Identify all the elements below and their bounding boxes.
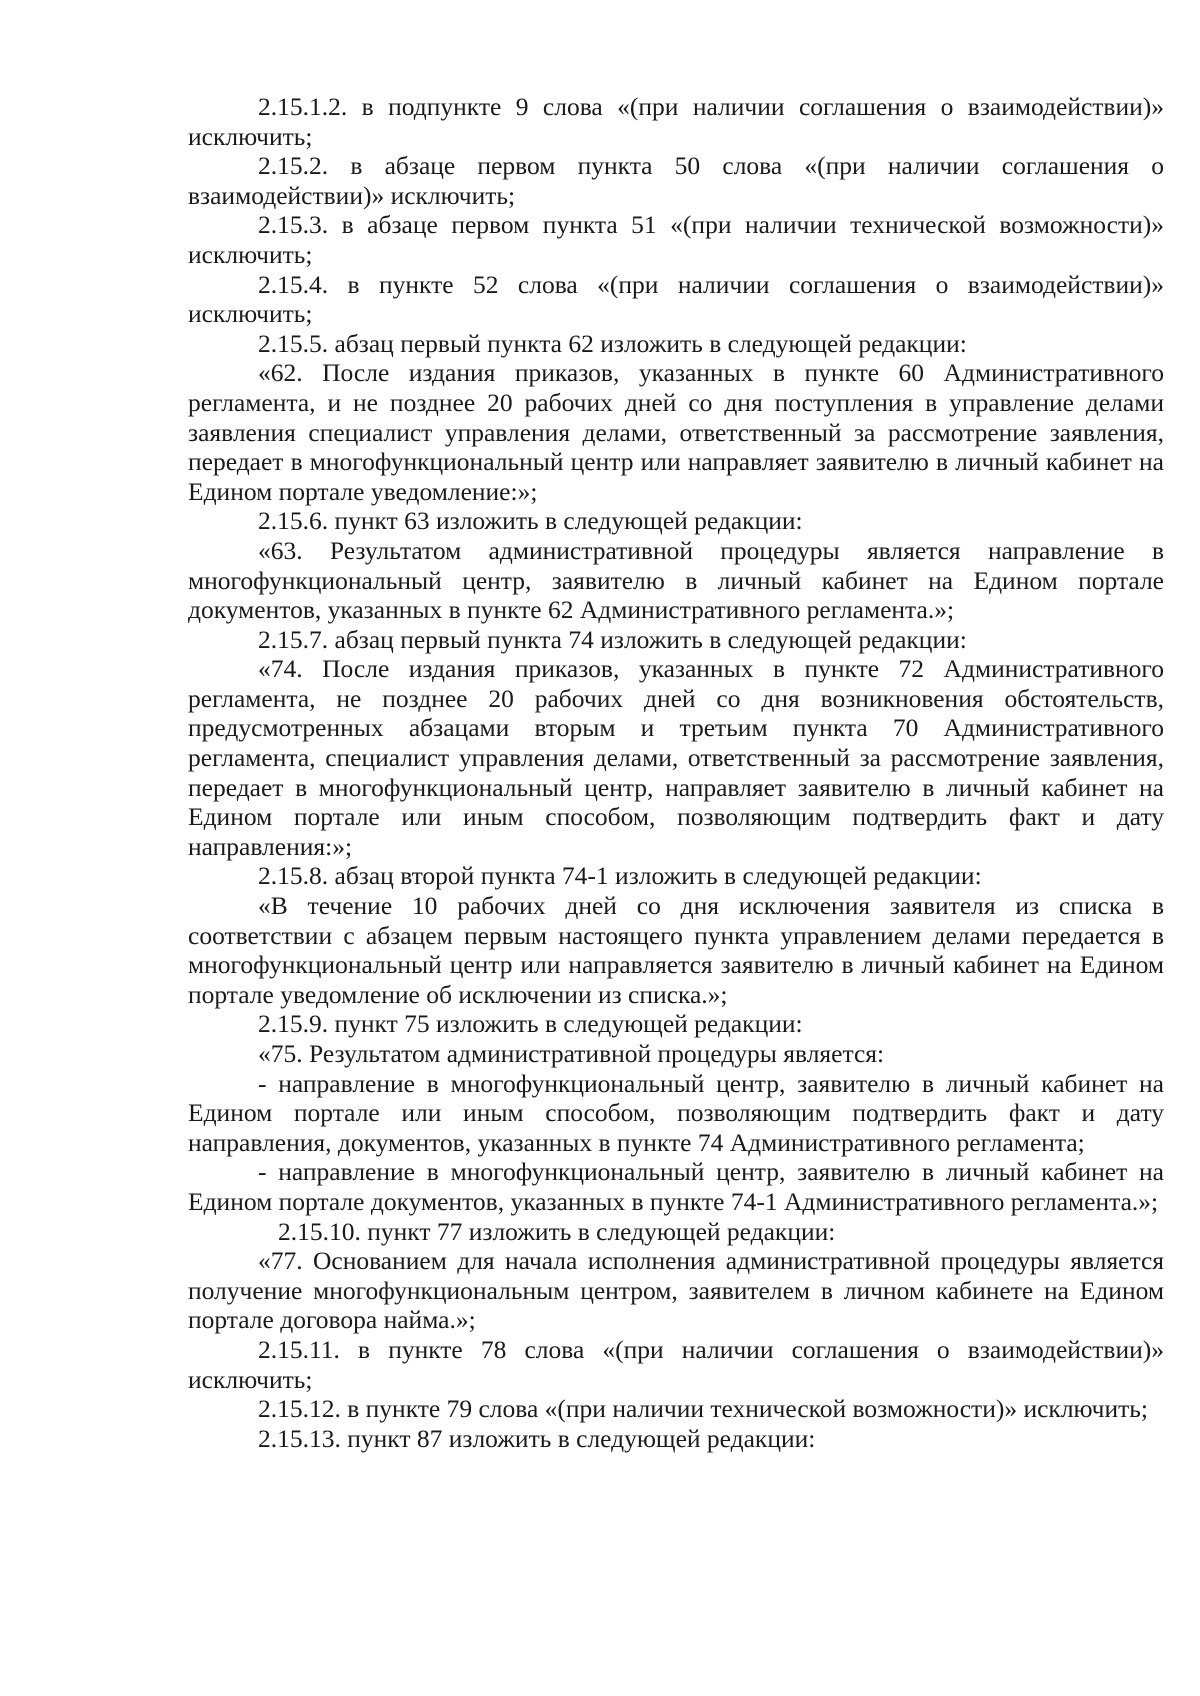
paragraph-2-15-13: 2.15.13. пункт 87 изложить в следующей редакции: <box>258 1423 816 1453</box>
paragraph-2-15-8: 2.15.8. абзац второй пункта 74-1 изложить в следующей редакции: <box>258 861 982 891</box>
quoted-item-74: «74. После издания приказов, указанных в пункте 72 Административного регламента, не позднее 20 рабочих дней со дня возникновения обстоятельств, предусмотренных абзацами вторым и третьим пункта 70 Административного регламента, специалист управления делами, ответственный за рассмотрение заявления, передает в многофункциональный центр, направляет заявителю в личный кабинет на Едином портале или иным способом, позволяющим подтвердить факт и дату направления:»; <box>188 654 1164 861</box>
paragraph-2-15-2: 2.15.2. в абзаце первом пункта 50 слова «(при наличии соглашения о взаимодействии)» исключить; <box>188 151 1164 210</box>
paragraph-2-15-12: 2.15.12. в пункте 79 слова «(при наличии технической возможности)» исключить; <box>258 1394 1148 1424</box>
paragraph-2-15-11: 2.15.11. в пункте 78 слова «(при наличии соглашения о взаимодействии)» исключить; <box>188 1334 1164 1394</box>
paragraph-2-15-10: 2.15.10. пункт 77 изложить в следующей редакции: <box>278 1216 836 1246</box>
document-body <box>188 92 1164 1453</box>
quoted-item-63: «63. Результатом административной процедуры является направление в многофункциональный центр, заявителю в личный кабинет на Едином портале документов, указанных в пункте 62 Административного регламента.»; <box>188 535 1164 625</box>
paragraph-2-15-3: 2.15.3. в абзаце первом пункта 51 «(при наличии технической возможности)» исключить; <box>188 210 1164 269</box>
quoted-item-77: «77. Основанием для начала исполнения административной процедуры является получение многофункциональным центром, заявителем в личном кабинете на Едином портале договора найма.»; <box>188 1246 1164 1335</box>
paragraph-2-15-9: 2.15.9. пункт 75 изложить в следующей редакции: <box>258 1009 803 1039</box>
list-item-75-first: - направление в многофункциональный центр, заявителю в личный кабинет на Едином портале или иным способом, позволяющим подтвердить факт и дату направления, документов, указанных в пункте 74 Административного регламента; <box>188 1068 1164 1157</box>
paragraph-2-15-7: 2.15.7. абзац первый пункта 74 изложить в следующей редакции: <box>258 624 967 654</box>
quoted-item-74-1: «В течение 10 рабочих дней со дня исключения заявителя из списка в соответствии с абзацем первым настоящего пункта управлением делами передается в многофункциональный центр или направляется заявителю в личный кабинет на Едином портале уведомление об исключении из списка.»; <box>188 891 1164 1009</box>
quoted-item-75: «75. Результатом административной процедуры является: <box>258 1039 885 1068</box>
paragraph-2-15-4: 2.15.4. в пункте 52 слова «(при наличии соглашения о взаимодействии)» исключить; <box>188 269 1164 329</box>
paragraph-2-15-1-2: 2.15.1.2. в подпункте 9 слова «(при наличии соглашения о взаимодействии)» исключить; <box>188 92 1164 151</box>
list-item-75-second: - направление в многофункциональный центр, заявителю в личный кабинет на Едином портале документов, указанных в пункте 74-1 Административного регламента.»; <box>188 1157 1164 1216</box>
paragraph-2-15-6: 2.15.6. пункт 63 изложить в следующей редакции: <box>258 506 803 536</box>
paragraph-2-15-5: 2.15.5. абзац первый пункта 62 изложить в следующей редакции: <box>258 328 967 358</box>
quoted-item-62: «62. После издания приказов, указанных в пункте 60 Административного регламента, и не позднее 20 рабочих дней со дня поступления в управление делами заявления специалист управления делами, ответственный за рассмотрение заявления, передает в многофункциональный центр или направляет заявителю в личный кабинет на Едином портале уведомление:»; <box>188 358 1164 506</box>
